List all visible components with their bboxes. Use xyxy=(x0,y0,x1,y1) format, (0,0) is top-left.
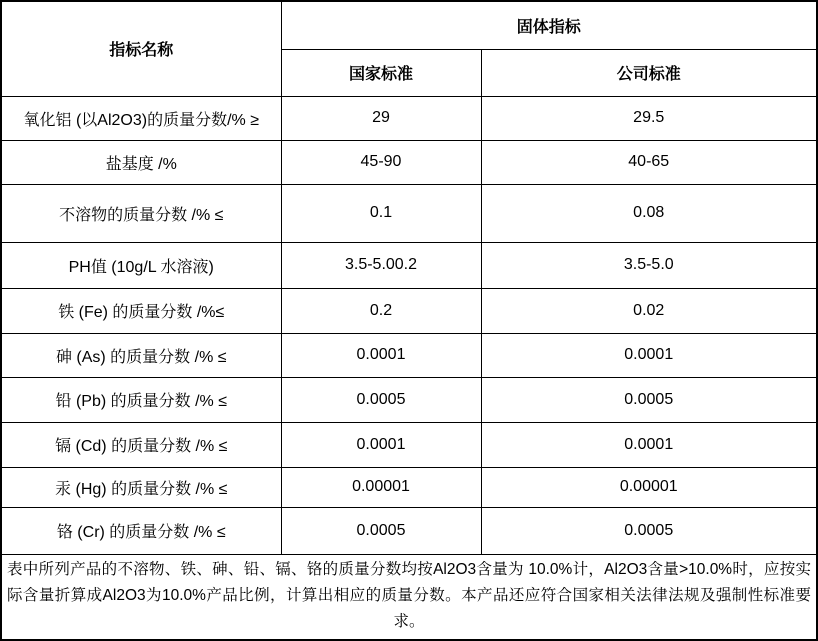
indicator-label: 铁 (Fe) 的质量分数 /%≤ xyxy=(1,288,281,333)
company-value: 0.00001 xyxy=(481,467,817,507)
table-row xyxy=(1,242,817,288)
table-body xyxy=(1,96,817,554)
table-row xyxy=(1,507,817,554)
indicator-label: 铅 (Pb) 的质量分数 /% ≤ xyxy=(1,377,281,422)
company-value: 0.02 xyxy=(481,288,817,333)
table-row xyxy=(1,333,817,377)
company-value: 0.0005 xyxy=(481,377,817,422)
table-row xyxy=(1,140,817,184)
national-value: 0.0001 xyxy=(281,422,481,467)
table-header xyxy=(1,1,817,96)
company-value: 3.5-5.0 xyxy=(481,242,817,288)
indicator-label: 砷 (As) 的质量分数 /% ≤ xyxy=(1,333,281,377)
national-value: 45-90 xyxy=(281,140,481,184)
indicator-label: PH值 (10g/L 水溶液) xyxy=(1,242,281,288)
national-value: 0.0001 xyxy=(281,333,481,377)
column-header-national-standard: 国家标准 xyxy=(281,49,481,96)
column-header-solid-indicator: 固体指标 xyxy=(281,1,817,49)
company-value: 0.0001 xyxy=(481,333,817,377)
indicator-label: 汞 (Hg) 的质量分数 /% ≤ xyxy=(1,467,281,507)
table-row xyxy=(1,96,817,140)
column-header-indicator-name: 指标名称 xyxy=(1,1,281,96)
table-row xyxy=(1,467,817,507)
indicator-label: 盐基度 /% xyxy=(1,140,281,184)
national-value: 29 xyxy=(281,96,481,140)
indicator-label: 不溶物的质量分数 /% ≤ xyxy=(1,184,281,242)
company-value: 40-65 xyxy=(481,140,817,184)
table-row xyxy=(1,377,817,422)
table-row xyxy=(1,184,817,242)
national-value: 0.00001 xyxy=(281,467,481,507)
table-row xyxy=(1,422,817,467)
national-value: 0.1 xyxy=(281,184,481,242)
national-value: 0.0005 xyxy=(281,507,481,554)
indicator-label: 氧化铝 (以Al2O3)的质量分数/% ≥ xyxy=(1,96,281,140)
company-value: 0.08 xyxy=(481,184,817,242)
national-value: 3.5-5.00.2 xyxy=(281,242,481,288)
column-header-company-standard: 公司标准 xyxy=(481,49,817,96)
national-value: 0.2 xyxy=(281,288,481,333)
table-row xyxy=(1,288,817,333)
indicator-label: 铬 (Cr) 的质量分数 /% ≤ xyxy=(1,507,281,554)
table-footnote: 表中所列产品的不溶物、铁、砷、铅、镉、铬的质量分数均按Al2O3含量为 10.0%计，Al2O3含量>10.0%时，应按实际含量折算成Al2O3为10.0%产品比例，计算出相应的质量分数。本产品还应符合国家相关法律法规及强制性标准要求。 xyxy=(1,554,817,640)
table-footer xyxy=(1,554,817,640)
company-value: 0.0001 xyxy=(481,422,817,467)
indicator-label: 镉 (Cd) 的质量分数 /% ≤ xyxy=(1,422,281,467)
footnote-row xyxy=(1,554,817,640)
header-row-group xyxy=(1,1,817,49)
company-value: 0.0005 xyxy=(481,507,817,554)
company-value: 29.5 xyxy=(481,96,817,140)
national-value: 0.0005 xyxy=(281,377,481,422)
